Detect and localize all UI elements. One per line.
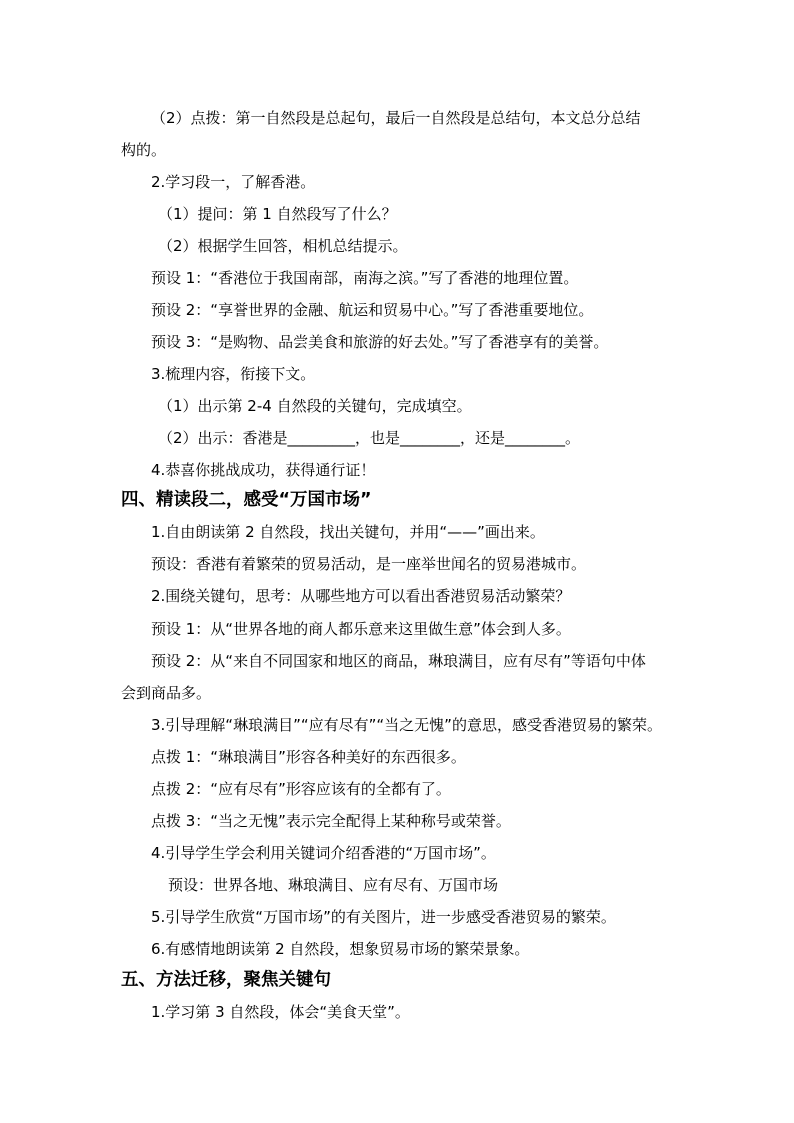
text-line: 预设 2：从“来自不同国家和地区的商品，琳琅满目，应有尽有”等语句中体 xyxy=(151,652,646,670)
text-line: 5.引导学生欣赏“万国市场”的有关图片，进一步感受香港贸易的繁荣。 xyxy=(151,908,616,926)
text-line: 点拨 2：“应有尽有”形容应该有的全都有了。 xyxy=(151,780,451,798)
text-line: 1.自由朗读第 2 自然段，找出关键句，并用“——”画出来。 xyxy=(151,523,545,541)
text-line: 6.有感情地朗读第 2 自然段，想象贸易市场的繁荣景象。 xyxy=(151,940,530,958)
text-line: 3.梳理内容，衔接下文。 xyxy=(151,365,316,383)
text-line: 2.围绕关键句，思考：从哪些地方可以看出香港贸易活动繁荣？ xyxy=(151,587,571,605)
text-line: （1）出示第 2-4 自然段的关键句，完成填空。 xyxy=(158,397,472,415)
text-line: 会到商品多。 xyxy=(121,684,212,702)
text-line: 1.学习第 3 自然段，体会“美食天堂”。 xyxy=(151,1003,410,1021)
text-line: （2）出示：香港是_________，也是________，还是________。 xyxy=(158,429,581,447)
text-line: 预设 1：从“世界各地的商人都乐意来这里做生意”体会到人多。 xyxy=(151,620,571,638)
text-line: （2）根据学生回答，相机总结提示。 xyxy=(158,237,408,255)
text-line: （2）点拨：第一自然段是总起句，最后一自然段是总结句，本文总分总结 xyxy=(151,109,641,127)
text-line: 2.学习段一，了解香港。 xyxy=(151,173,316,191)
text-line: 点拨 1：“琳琅满目”形容各种美好的东西很多。 xyxy=(151,748,466,766)
text-line: （1）提问：第 1 自然段写了什么？ xyxy=(158,205,397,223)
text-line: 4.恭喜你挑战成功，获得通行证！ xyxy=(151,461,376,479)
text-line: 3.引导理解“琳琅满目”“应有尽有”“当之无愧”的意思，感受香港贸易的繁荣。 xyxy=(151,716,662,734)
text-line: 4.引导学生学会利用关键词介绍香港的“万国市场”。 xyxy=(151,844,496,862)
text-line: 预设：世界各地、琳琅满目、应有尽有、万国市场 xyxy=(168,876,499,894)
text-line: 预设 2：“享誉世界的金融、航运和贸易中心。”写了香港重要地位。 xyxy=(151,301,594,319)
section-heading: 四、精读段二，感受“万国市场” xyxy=(121,490,372,510)
text-line: 预设 1：“香港位于我国南部，南海之滨。”写了香港的地理位置。 xyxy=(151,269,579,287)
text-line: 构的。 xyxy=(121,141,167,159)
text-line: 预设 3：“是购物、品尝美食和旅游的好去处。”写了香港享有的美誉。 xyxy=(151,333,609,351)
text-line: 点拨 3：“当之无愧”表示完全配得上某种称号或荣誉。 xyxy=(151,812,511,830)
text-line: 预设：香港有着繁荣的贸易活动，是一座举世闻名的贸易港城市。 xyxy=(151,555,587,573)
section-heading: 五、方法迁移，聚焦关键句 xyxy=(121,970,331,990)
